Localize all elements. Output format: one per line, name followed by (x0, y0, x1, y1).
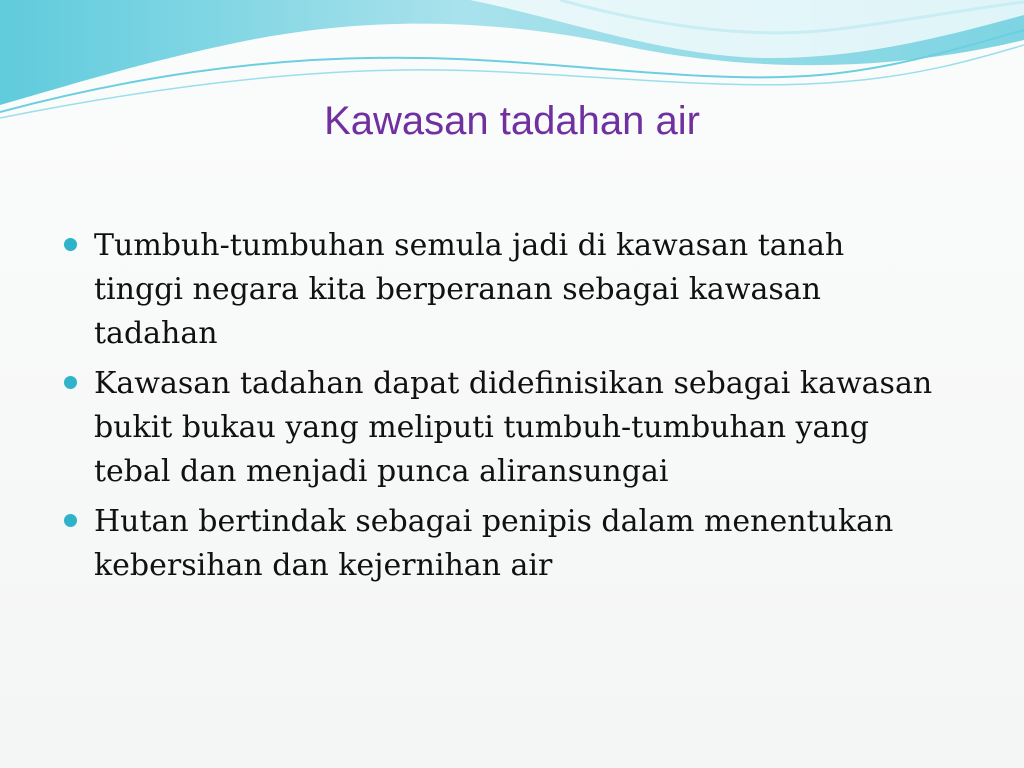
bullet-item (62, 500, 992, 588)
bullet-line: Kawasan tadahan dapat didefinisikan sebagai kawasan (94, 366, 933, 401)
circle-bullet-icon (64, 376, 77, 389)
bullet-list (62, 224, 992, 594)
bullet-line: bukit bukau yang meliputi tumbuh-tumbuhan yang (94, 410, 869, 445)
bullet-line: tebal dan menjadi punca aliransungai (94, 454, 669, 489)
slide-title: Kawasan tadahan air (324, 99, 700, 143)
bullet-line: kebersihan dan kejernihan air (94, 548, 553, 583)
bullet-line: Tumbuh-tumbuhan semula jadi di kawasan tanah (94, 228, 845, 263)
bullet-line: tadahan (94, 316, 218, 351)
circle-bullet-icon (64, 514, 77, 527)
circle-bullet-icon (64, 238, 77, 251)
bullet-item (62, 362, 992, 494)
bullet-item (62, 224, 992, 356)
bullet-line: Hutan bertindak sebagai penipis dalam menentukan (94, 504, 894, 539)
bullet-line: tinggi negara kita berperanan sebagai kawasan (94, 272, 821, 307)
